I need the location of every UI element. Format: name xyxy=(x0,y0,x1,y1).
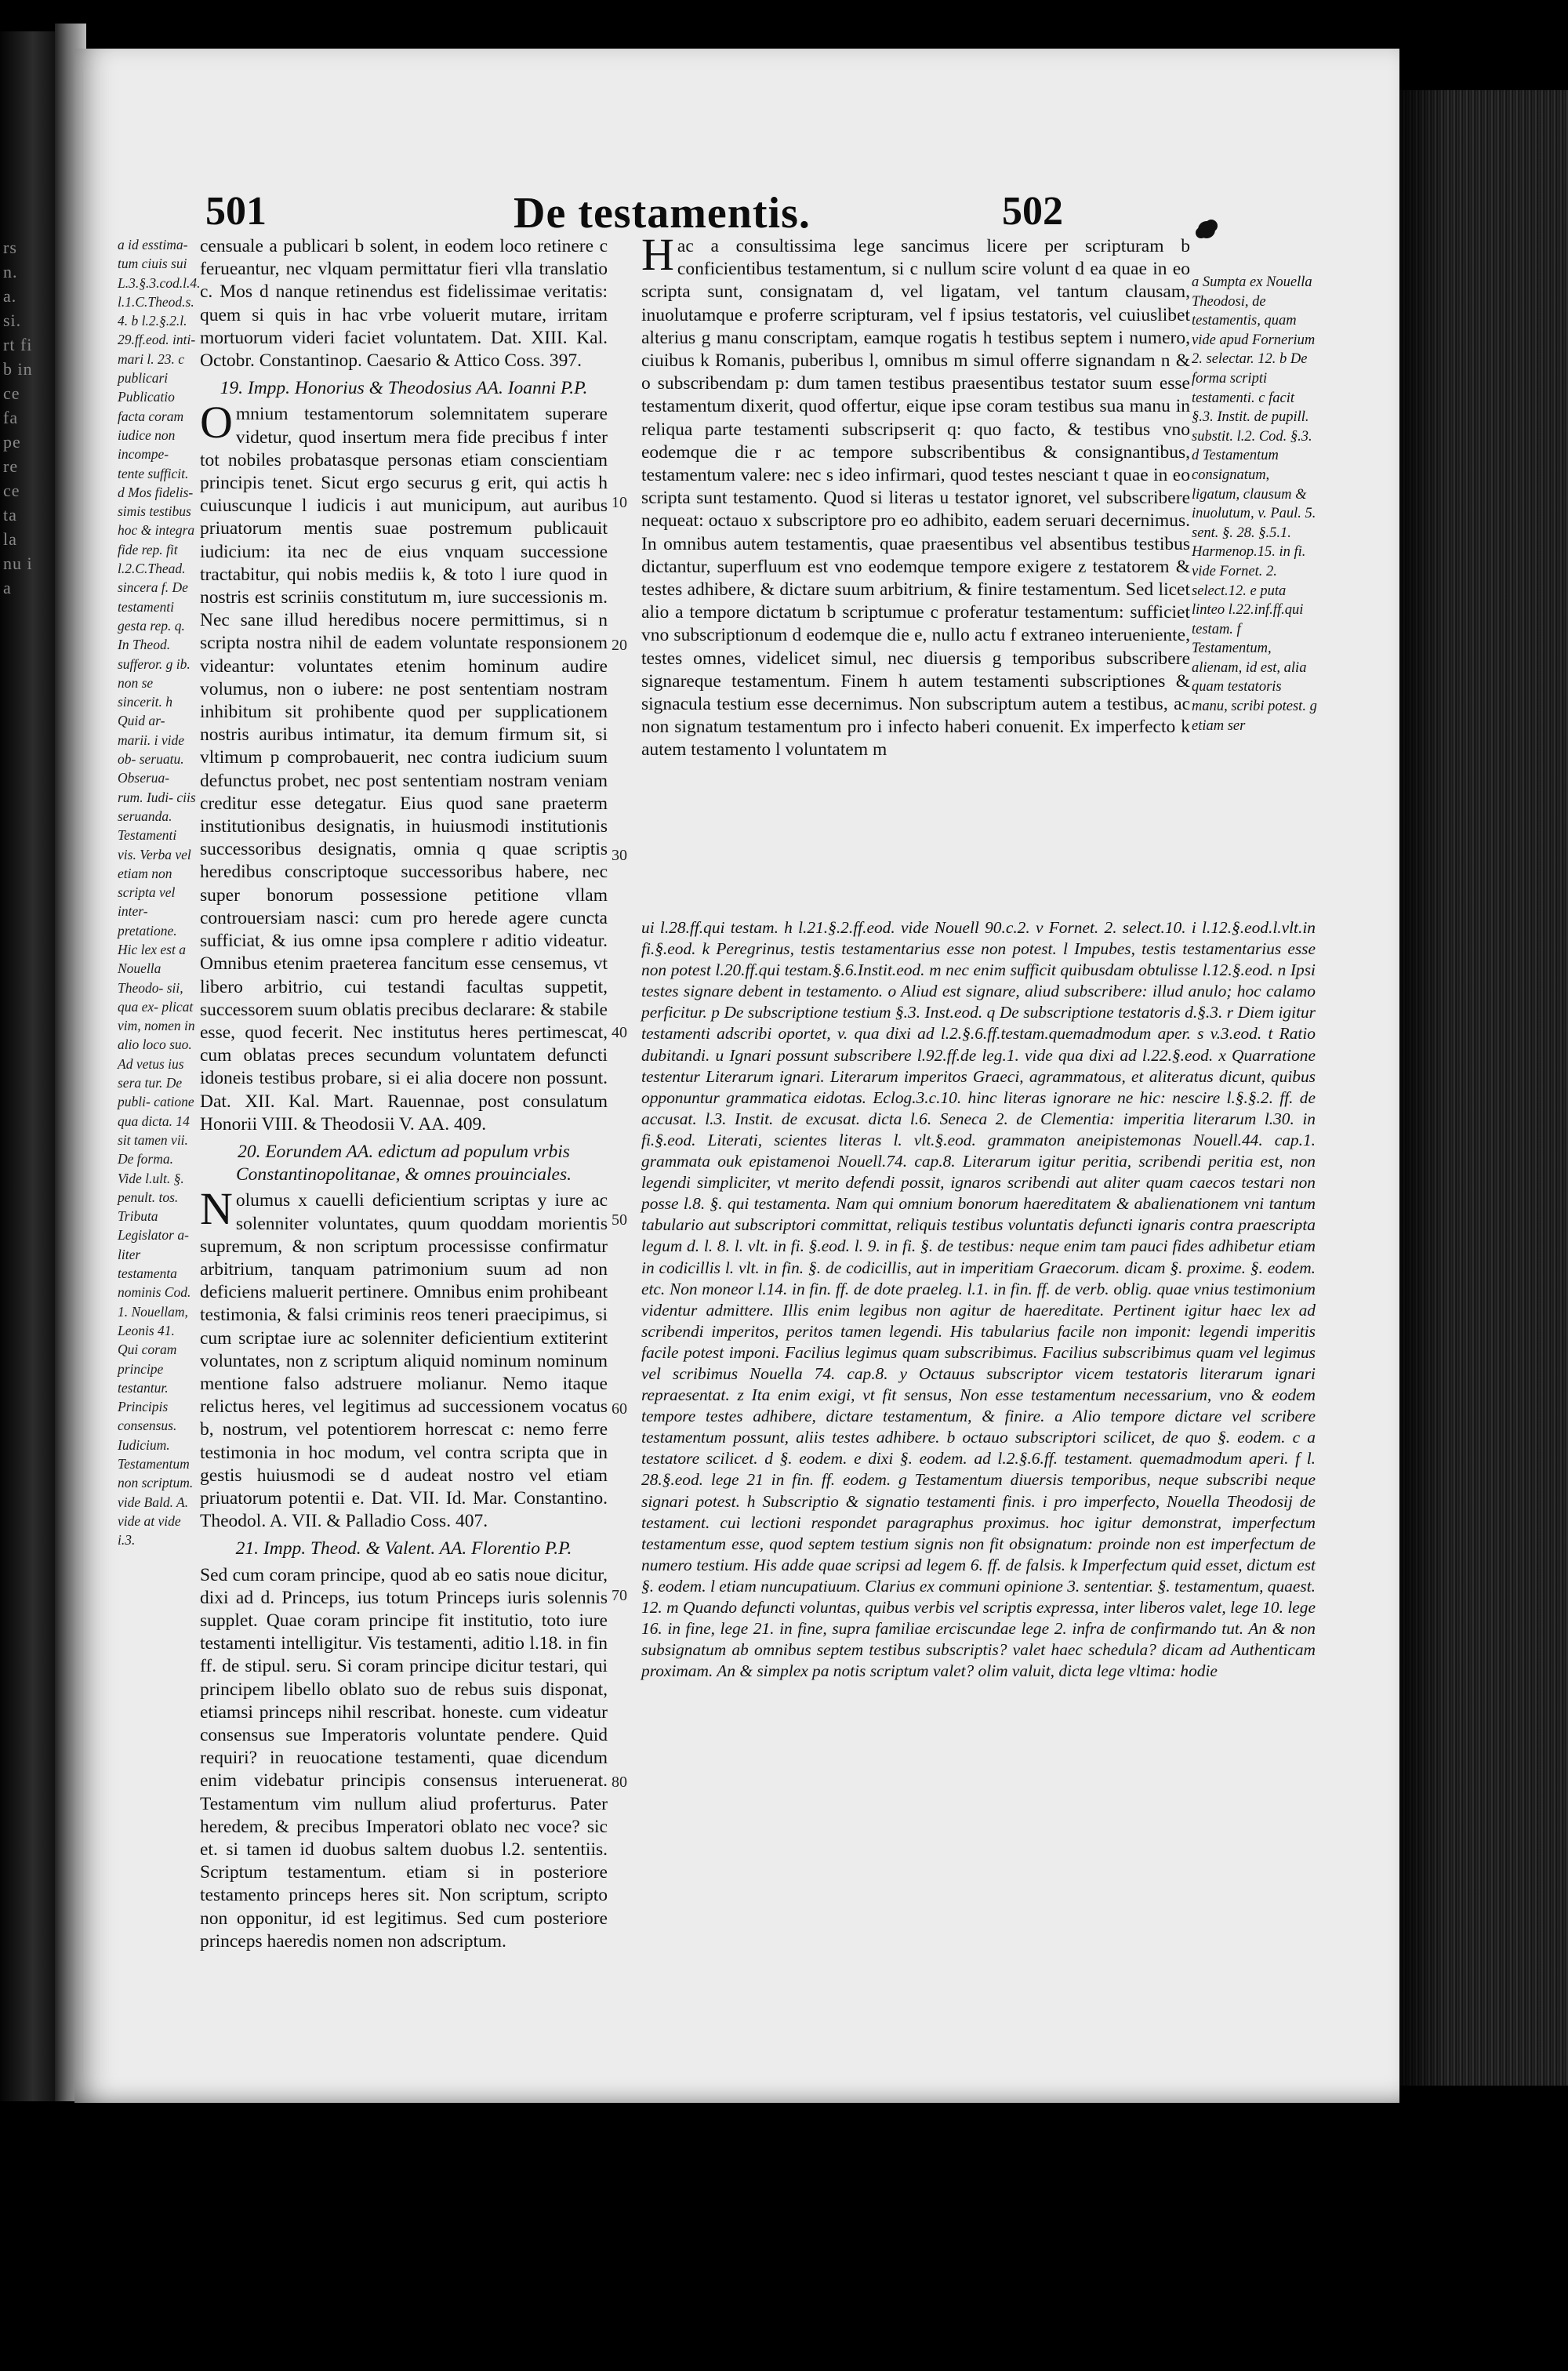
book-left-edge xyxy=(0,31,55,2101)
page-title: De testamentis. xyxy=(514,189,811,238)
commentary-notes: ui l.28.ff.qui testam. h l.21.§.2.ff.eod. vide Nouell 90.c.2. v Fornet. 2. select.10. i l.12.§.eod.l.vlt.in fi.§.eod. k Peregrinus, testis testamentarius esse non potest. l Impubes, testis testamentarius esse non potest l.20.ff.qui testam.§.6.Instit.eod. m nec enim sufficit quibusdam obtulisse l.12.§.eod. n Ipsi testes signare debent in testamento. o Aliud est signare, aliud subscribere: illud anulo; hoc calamo perficitur. p De subscriptione testium §.3. Inst.eod. q De subscriptione testatoris d.§.3. r Diem igitur testamenti adscribi oportet, v. qua dixi ad l.2.§.6.ff.testam.quemadmodum aper. s v.3.eod. t Ratio dubitandi. u Ignari possunt subscribere l.92.ff.de leg.1. vide qua dixi ad l.22.§.eod. x Quarratione testentur Literarum ignari. Literarum imperitos Graeci, agrammatous, et aliteratus dicunt, quibus opponuntur grammatica eidotas. Eclog.3.c.10. hinc literas ignorare ne hic: nescire l.§.§.2. ff. de accusat. l.3. Instit. de excusat. dicta l.6. Seneca 2. de Clementia: imperitia literarum l.30. in fi.§.eod. Literati, scientes literas l. vlt.§.eod. grammaton aneipistemonas Nouell.44. cap.1. grammata ouk epistamenoi Nouell.74. cap.8. Literarum igitur peritia, scribendi peritia est, non legendi simpliciter, vt merito defendi possit, ignaros scribendi aut aliter quam caecos testari non posse l.8. §. qui testamenta. Nam qui omnium bonorum haereditatem & abalienationem vni tantum tabulario aut subscriptori committat, reliquis testibus voluntatis defuncti ignaris contra praescripta legum d. l. 8. l. vlt. in fi. §.eod. l. 9. in fi. §. de testibus: neque enim tam pauci fides adhibetur etiam in codicillis l. vlt. in fin. §. de codicillis, aut in imperitiam Graecorum. dicam §. proxime. §. eodem. etc. Non moneor l.14. in fin. ff. de dote praeleg. l.1. in fin. ff. de verb. oblig. quae vnius testimonium videntur admittere. Illis enim legibus non agitur de haereditate. Pertinent igitur haec lex ad scribendi imperitos, peritos tamen legendi. His tabularius facile non imponit: legendi imperitis facile potest imponi. Facilius legimus quam subscribimus. Facilius subscribimus quam vel legimus vel scribimus Nouella 74. cap.8. y Octauus subscriptor vicem testatoris literarum ignari repraesentat. z Ita enim exigi, vt fit sensus, Non esse testamentum necessarium, vno & eodem tempore testes adhibere, dictare testamentum, & finire. a Alio tempore dictare vel scribere testamentum possunt, aliis testes adhibere. b octauo subscriptori scilicet, de quo §. eodem. c a testatore scilicet. d §. eodem. e dixi §. eodem. ad l.2.§.6.ff. testament. quemadmodum aperi. f l. 28.§.eod. lege 21 in fin. ff. eodem. g Testamentum diuersis temporibus, neque subscribi neque signari potest. h Subscriptio & signatio testamenti finis. i pro imperfecto, Nouella Theodosij de testament. cui lectioni respondet paragraphus proximus. hoc igitur demonstrat, imperfectum testamentum esse, quod septem testium signis non fit obsignatum: proinde non est imperfectum de numero testium. His adde quae scripsi ad legem 6. ff. de falsis. k Imperfectum quid esset, dictum est §. eodem. l etiam nuncupatiuum. Clarius ex communi opinione 3. sententiar. §. testamentum, quaest. 12. m Quando defuncti voluntas, quibus verbis vel scriptis expressa, inter liberos valet, lege 10. lege 16. in fine, lege 21. in fine, supra familiae erciscundae lege 2. infra de confirmando tut. An & non subsignatum ab omnibus septem testibus subscriptis? valet haec schedula? dicam ad Authenticam proximam. An & simplex pa notis scriptum valet? olim valuit, dicta lege vltima: hodie xyxy=(641,918,1316,1681)
left-margin-notes: a id esstima- tum ciuis sui L.3.§.3.cod.l.4. l.1.C.Theod.s. 4. b l.2.§.2.l. 29.ff.eod. inti- mari l. 23. c publicari Publicatio facta coram iudice non incompe- tente sufficit. d Mos fidelis- simis testibus hoc & integra fide rep. fit l.2.C.Thead. sincera f. De testamenti gesta rep. q. In Theod. sufferor. g ib. non se sincerit. h Quid ar- marii. i vide ob- seruatu. Obserua- rum. Iudi- ciis seruanda. Testamenti vis. Verba vel etiam non scripta vel inter- pretatione. Hic lex est a Nouella Theodo- sii, qua ex- plicat vim, nomen in alio loco suo. Ad vetus ius sera tur. De publi- catione qua dicta. 14 sit tamen vii. De forma. Vide l.ult. §. penult. tos. Tributa Legislator a- liter testamenta nominis Cod. 1. Nouellam, Leonis 41. Qui coram principe testantur. Principis consensus. Iudicium. Testamentum non scriptum. vide Bald. A. vide at vide i.3. xyxy=(118,237,201,1549)
line-number: 10 xyxy=(612,494,627,511)
line-number: 40 xyxy=(612,1024,627,1041)
rubric-20: 20. Eorundem AA. edictum ad populum vrbis Constantinopolitanae, & omnes prouinciales. xyxy=(236,1141,572,1186)
paragraph-21-continued: Hac a consultissima lege sancimus licere per scripturam b conficientibus testamentum, si c nullum scire volunt d ea quae in eo scripta sunt, consignatam d, vel ligatam, vel tantum clausam, inuolutamque e proferre scripturam, vel f ipsius testatoris, vel cuiuslibet alterius g manu conscriptam, eamque rogatis h testibus septem i numero, ciuibus k Romanis, puberibus l, omnibus m simul offerre signandam n & o subscribendam p: dum tamen testibus praesentibus testator suum esse testamentum dixerit, quod offertur, eique ipse coram testibus sua manu in reliqua parte testamenti subscripserit q: quo facto, & testibus vno eodemque die r ac tempore subscribentibus & consignantibus, testamentum valere: nec s ideo infirmari, quod testes nesciant t quae in eo scripta sunt testamento. Quod si literas u testator ignoret, vel subscribere nequeat: octauo x subscriptore pro eo adhibito, eadem seruari decernimus. In omnibus autem testamentis, quae praesentibus vel absentibus testibus dictantur, superfluum est vno eodemque tempore exigere z testatorem & testes adhibere, & dictare suum arbitrium, & finire testamentum. Sed licet alio a tempore dictatum b scriptumue c proferatur testamentum: sufficiet vno subscriptionum d eodemque die e, nullo actu f extraneo interueniente, testes omnes, videlicet simul, nec diuersis g temporibus subscribere signareque testamentum. Finem h autem testamenti subscriptiones & signacula testium esse decernimus. Non subscriptum autem a testibus, ac non signatum testamentum pro i infecto haberi conuenit. Ex imperfecto k autem testamento l voluntatem m xyxy=(641,229,1190,761)
page-number-left: 501 xyxy=(205,189,267,234)
ink-ornament-icon xyxy=(1198,221,1215,238)
paragraph-prev: censuale a publicari b solent, in eodem loco retinere c ferueantur, nec vlquam permittatur fieri vlla translatio c. Mos d nanque retinendus est fidelissimae veritatis: quem si quis in hac vrbe voluerit mutare, irritam mortuorum videri faciet voluntatem. Dat. XIII. Kal. Octobr. Constantinop. Caesario & Attico Coss. 397. xyxy=(200,236,608,372)
line-number: 60 xyxy=(612,1400,627,1418)
line-number: 50 xyxy=(612,1211,627,1229)
left-text-column xyxy=(200,235,608,1952)
right-margin-notes: a Sumpta ex Nouella Theodosi, de testamentis, quam vide apud Fornerium 2. selectar. 12. b De forma scripti testamenti. c facit §.3. Instit. de pupill. substit. l.2. Cod. §.3. d Testamentum consignatum, ligatum, clausum & inuolutum, v. Paul. 5. sent. §. 28. §.5.1. Harmenop.15. in fi. vide Fornet. 2. select.12. e puta linteo l.22.inf.ff.qui testam. f Testamentum, alienam, id est, alia quam testatoris manu, scribi potest. g etiam ser xyxy=(1192,274,1317,734)
rubric-19: 19. Impp. Honorius & Theodosius AA. Ioanni P.P. xyxy=(220,378,588,399)
line-number: 70 xyxy=(612,1587,627,1604)
line-number: 20 xyxy=(612,637,627,654)
line-number: 80 xyxy=(612,1774,627,1791)
paragraph-21: Sed cum coram principe, quod ab eo satis noue dicitur, dixi ad d. Princeps, ius totum Princeps iuris solennis supplet. Quae coram principe fit institutio, toto iure testamenti intelligitur. Vis testamenti, aditio l.18. in fin ff. de stipul. seru. Si coram principe dicitur testari, qui principem libello oblato suo de rebus suis disponat, etiamsi princeps nihil rescribat. honeste. cum videatur consensus sue Imperatoris voluntate pendere. Quid requiri? in reuocatione testamenti, quae dicendum enim videbatur principis consensus interuenerat. Testamentum vim nullum aliud proferturus. Pater heredem, & precibus Imperatori oblato nec voce? sic et. si tamen id duobus saltem duobus l.2. sententiis. Scriptum testamentum. etiam si in posteriore testamento princeps heres sit. Non scriptum, scripto non opponitur, id est legitimus. Sed cum posteriore princeps haeredis nomen non adscriptum. xyxy=(200,1564,608,1952)
paragraph-20: Nolumus x cauelli deficientium scriptas y iure ac solenniter voluntates, quum quoddam morientis supremum, & non scriptum processisse confirmatur arbitrium, tanquam patrimonium suum ad non deficiens maluerit pertinere. Omnibus enim prohibeant testimonia, & falsi criminis reos teneri praecipimus, si cum scriptae iure ac solenniter deficientium extiterint voluntates, non z scriptum aliquid nominum nominum mentione falso adstruere molianur. Nemo itaque relictus heres, vel legitimus ad successionem vocatus b, nostrum, vel potentiorem horrescat c: nemo ferre testimonia in hoc modum, vel contra scripta que in gestis huiusmodi se d audeat nostro vel etiam priuatorum potentii e. Dat. VII. Id. Mar. Constantino. Theodol. A. VII. & Palladio Coss. 407. xyxy=(200,1183,608,1532)
line-number: 30 xyxy=(612,847,627,864)
page-number-right: 502 xyxy=(1002,189,1063,234)
book-edge-text: rs n. a. si. rt fi b in ce fa pe re ce ta la nu i a xyxy=(3,238,33,597)
paragraph-19: Omnium testamentorum solemnitatem superare videtur, quod insertum mera fide precibus f inter tot nobiles probatasque personas etiam conscientiam principis tenet. Sicut ergo securus g erit, qui actis h cuiuscunque l iudicis i aut municipum, aut auribus priuatorum mentis suae postremum publicauit iudicium: ita nec de eius vnquam successione tractabitur, qui nobis mediis k, & toto l iure quod in nostris est scriniis constitutum m, iure successionis m. Nec sane illud heredibus nocere permittimus, si n scripta nostra nihil de eadem voluntate responsionem videantur: voluntates etenim hominum audire volumus, non o iubere: ne post sententiam nostram inhibitum sit prohibente quod per supplicationem nostris auribus intimatur, ita demum firmum sit, si vltimum p comprobauerit, nec contra iudicium suum defunctus probet, nec post sententiam nostram veniam creditur esse detegatur. Eius quod sane praeterm institutionibus designatis, in huiusmodi institutionis successoribus designatis, omnia q quae scriptis heredibus conscriptoque successoribus habere, nec super bonorum possessione petitione vllam controuersiam nasci: cum pro herede agere cuncta sufficiat, & ius omne ipsa complere r aditio videatur. Omnibus etenim praeterea fancitum esse censemus, vt libero arbitrio, cui testandi facultas suppetit, successorem suum oblatis precibus declarare: & stabile esse, quod fecerit. Nec institutus heres pertimescat, cum oblatas preces secundum voluntatem defuncti idoneis testibus probare, si ei alia docere non possunt. Dat. XII. Kal. Mart. Rauennae, post consulatum Honorii VIII. & Theodosii V. AA. 409. xyxy=(200,397,608,1135)
book-fore-edge xyxy=(1399,90,1568,2086)
right-text-column xyxy=(641,229,1190,910)
rubric-21: 21. Impp. Theod. & Valent. AA. Florentio P.P. xyxy=(235,1538,572,1559)
